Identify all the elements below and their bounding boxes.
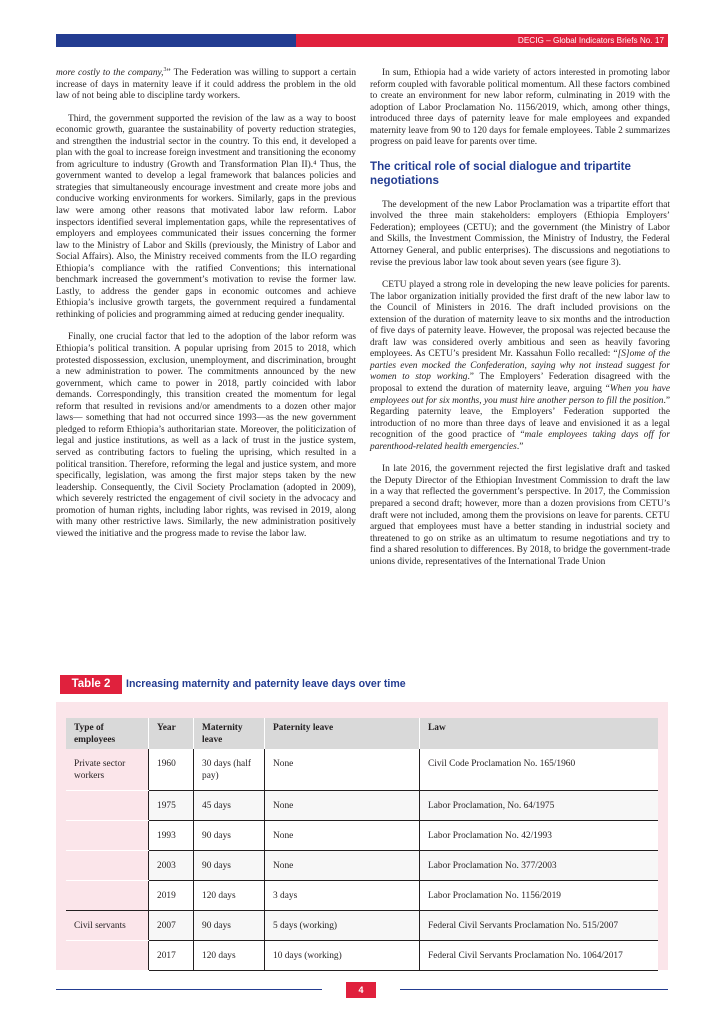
series-title: DECIG – Global Indicators Briefs No. 17 bbox=[296, 34, 668, 47]
cell-year: 2003 bbox=[149, 851, 194, 881]
left-paragraph-1: more costly to the company,$^3$” The Federation was willing to support a certain increase of days in maternity leave if it could address the problem in the old law of not being able to discipline tardy workers. bbox=[56, 66, 357, 102]
col-header-law: Law bbox=[420, 718, 659, 749]
table-row bbox=[66, 851, 658, 881]
cell-year: 1975 bbox=[149, 791, 194, 821]
col-header-maternity: Maternity leave bbox=[194, 718, 265, 749]
table-row bbox=[66, 941, 658, 971]
cell-paternity: 3 days bbox=[265, 881, 420, 911]
left-paragraph-3: Finally, one crucial factor that led to the adoption of the labor reform was Ethiopia’s political transition. A popular uprising from 2015 to 2018, which protested dispossession, exclusion, unemployment, and discrimination, brought a new administration to power. The commitments announced by the new government, which came to power in 2018, partly coincided with labor demands. Correspondingly, this transition created the momentum for legal reform that resulted in revisions and/or amendments to a dozen other major laws— something that had not occurred since 1993—as the new government pledged to reform Ethiopia’s authoritarian state. Moreover, the politicization of legal and justice institutions, as well as a lack of trust in the justice system, served as contributing factors to fueling the uprising, which resulted in a political transition. Therefore, reforming the legal and justice system, and more specifically, legislation, was among the first major steps taken by the new leadership. Consequently, the Civil Society Proclamation (adopted in 2009), which severely restricted the engagement of civil society in the advocacy and promotion of human rights, including labor rights, was revised in 2019, along with many other restrictive laws. Similarly, the new administration positively viewed the initiative and the progress made to revise the labor law. bbox=[56, 332, 356, 539]
cell-law: Labor Proclamation No. 1156/2019 bbox=[420, 881, 659, 911]
left-p1-italic: more costly to the company, bbox=[56, 68, 164, 78]
table-badge: Table 2 bbox=[60, 675, 122, 694]
cell-paternity: 5 days (working) bbox=[265, 911, 420, 941]
table-title: Increasing maternity and paternity leave days over time bbox=[126, 678, 406, 690]
header-bar-left bbox=[56, 34, 296, 47]
cell-type bbox=[66, 851, 149, 881]
cell-year: 1960 bbox=[149, 749, 194, 791]
cell-law: Labor Proclamation No. 42/1993 bbox=[420, 821, 659, 851]
right-paragraph-4: In late 2016, the government rejected the first legislative draft and tasked the Deputy Director of the Ethiopian Investment Commission to draft the law in a way that reflected the government’s perspective. In 2017, the Commission prepared a second draft; however, more than a dozen provisions from CETU’s draft were not included, among them the provisions on leave for parents. CETU argued that employees must have a better standing in industrial society and threatened to go on strike as an ultimatum to resume negotiations and try to find a shared resolution to differences. By 2018, to bridge the government-trade unions divide, representatives of the International Trade Union bbox=[370, 464, 670, 567]
cell-maternity: 45 days bbox=[194, 791, 265, 821]
section-heading: The critical role of social dialogue and tripartite negotiations bbox=[370, 159, 631, 187]
left-column bbox=[56, 68, 356, 551]
footer-line-left bbox=[56, 989, 322, 990]
right-paragraph-1: In sum, Ethiopia had a wide variety of actors interested in promoting labor reform coupled with favorable political momentum. All these factors combined to create an environment for new labor reform, culminating in 2019 with the adoption of Labor Proclamation No. 1156/2019, which, among other things, introduced three days of paternity leave for male employees and expanded maternity leave from 90 to 120 days for female employees. Table 2 summarizes progress on paid leave for parents over time. bbox=[370, 68, 670, 148]
cell-law: Labor Proclamation No. 377/2003 bbox=[420, 851, 659, 881]
col-header-year: Year bbox=[149, 718, 194, 749]
cell-year: 2007 bbox=[149, 911, 194, 941]
page-number: 4 bbox=[346, 982, 376, 998]
cell-type bbox=[66, 941, 149, 971]
cell-paternity: None bbox=[265, 749, 420, 791]
right-paragraph-2: The development of the new Labor Proclamation was a tripartite effort that involved the three main stakeholders: employers (Ethiopia Employers’ Federation); employees (CETU); and the government (the Ministry of Labor and Skills, the Investment Commission, the Ministry of Industry, the Federal Attorney General, and public enterprises). The discussions and negotiations to revise the previous labor law took about seven years (see figure 3). bbox=[370, 199, 670, 268]
table-row bbox=[66, 821, 658, 851]
cell-year: 2017 bbox=[149, 941, 194, 971]
left-p1-text: ” The Federation was willing to support a certain increase of days in maternity leave if it could address the problem in the old law of not being able to discipline tardy workers. bbox=[56, 68, 357, 102]
cell-type: Civil servants bbox=[66, 911, 149, 941]
table-row bbox=[66, 791, 658, 821]
left-paragraph-2: Third, the government supported the revision of the law as a way to boost economic growth, guarantee the sustainability of poverty reduction strategies, and strengthen the industrial sector in the country. To this end, it developed a plan with the goal to increase foreign investment and transitioning the economy from agriculture to industry (Growth and Transformation Plan II).⁴ Thus, the government wanted to develop a legal framework that balances policies and strategies that simultaneously encourage investment and create more jobs and conducive working environments for workers. Similarly, gaps in the previous law were among other reasons that motivated labor law reform. Labor inspectors identified several implementation gaps, while the representatives of employers and employees communicated their issues concerning the former law to the Ministry of Labor and Skills (previously, the Ministry of Labor and Social Affairs). Also, the Ministry received comments from the ILO regarding Ethiopia’s compliance with the ratified Conventions; this international benchmark increased the government’s motivation to revise the former law. Lastly, to address the gender gaps in economic outcomes and achieve Ethiopia’s inclusive growth targets, the government required a fundamental rethinking of policies and programming aimed at reducing gender inequality. bbox=[56, 113, 356, 320]
cell-paternity: None bbox=[265, 851, 420, 881]
table-header-row bbox=[66, 718, 658, 749]
cell-law: Labor Proclamation, No. 64/1975 bbox=[420, 791, 659, 821]
cell-paternity: None bbox=[265, 791, 420, 821]
cell-type bbox=[66, 881, 149, 911]
col-header-paternity: Paternity leave bbox=[265, 718, 420, 749]
table-row bbox=[66, 749, 658, 791]
cell-maternity: 120 days bbox=[194, 881, 265, 911]
leave-table bbox=[66, 718, 658, 971]
cell-maternity: 30 days (half pay) bbox=[194, 749, 265, 791]
footer-line-right bbox=[400, 989, 668, 990]
cell-paternity: None bbox=[265, 821, 420, 851]
cell-type bbox=[66, 791, 149, 821]
col-header-type: Type of employees bbox=[66, 718, 149, 749]
cell-law: Federal Civil Servants Proclamation No. 1064/2017 bbox=[420, 941, 659, 971]
table-row bbox=[66, 881, 658, 911]
right-paragraph-3: CETU played a strong role in developing the new leave policies for parents. The labor organization initially provided the first draft of the new labor law to the Council of Ministers in 2016. The draft included provisions on the extension of the duration of maternity leave to six months and the introduction of five days of paternity leave. However, the proposal was rejected because the draft law was considered overly ambitious and seen as heavily favoring employees. As CETU’s president Mr. Kassahun Follo recalled: “[S]ome of the parties even mocked the Confederation, saying why not instead suggest for women to stop working.” The Employers’ Federation disagreed with the proposal to extend the duration of maternity leave, arguing “When you have employees out for six months, you must hire another person to fill the position.” Regarding paternity leave, the Employers’ Federation supported the introduction of no more than three days of leave and envisioned it as a legal recognition of the good practice of “male employees taking days off for parenthood-related health emergencies.” bbox=[370, 280, 670, 452]
cell-type: Private sector workers bbox=[66, 749, 149, 791]
cell-paternity: 10 days (working) bbox=[265, 941, 420, 971]
cell-maternity: 90 days bbox=[194, 821, 265, 851]
quote-italic-1: [S]ome of the parties even mocked the Confederation, saying why not instead suggest for women to stop working bbox=[370, 349, 670, 383]
table-title-bar bbox=[56, 675, 476, 694]
quote-italic-2: When you have employees out for six months, you must hire another person to fill the position bbox=[370, 384, 670, 406]
cell-type bbox=[66, 821, 149, 851]
right-column bbox=[370, 68, 670, 579]
cell-maternity: 120 days bbox=[194, 941, 265, 971]
cell-maternity: 90 days bbox=[194, 911, 265, 941]
cell-year: 2019 bbox=[149, 881, 194, 911]
cell-law: Federal Civil Servants Proclamation No. 515/2007 bbox=[420, 911, 659, 941]
cell-year: 1993 bbox=[149, 821, 194, 851]
table-row bbox=[66, 911, 658, 941]
quote-italic-3: male employees taking days off for parenthood-related health emergencies bbox=[370, 430, 670, 452]
cell-law: Civil Code Proclamation No. 165/1960 bbox=[420, 749, 659, 791]
cell-maternity: 90 days bbox=[194, 851, 265, 881]
